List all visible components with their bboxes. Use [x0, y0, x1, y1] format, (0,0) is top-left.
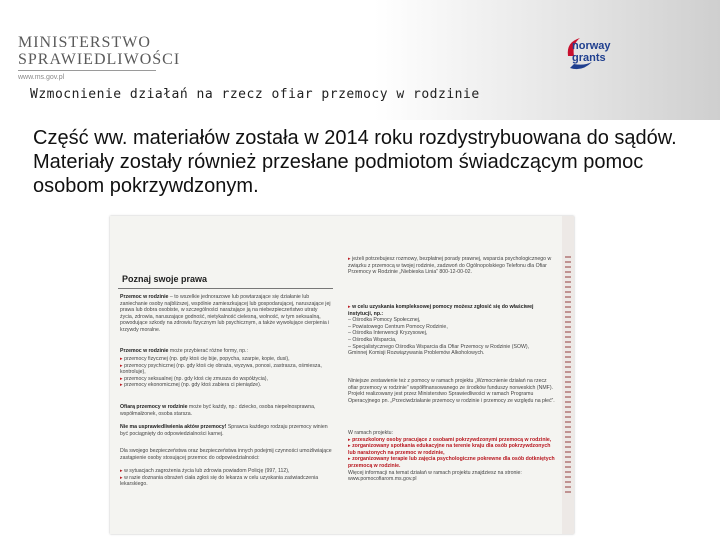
leaflet-left-heading-4: Nie ma usprawiedliwienia aktów przemocy! [120, 424, 227, 430]
leaflet-right-text-1: jeżeli potrzebujesz rozmowy, bezpłatnej porady prawnej, wsparcia psychologicznego w związku z przemocą w twojej rodzinie, zadzwoń do Ogólnopolskiego Telefonu dla Ofiar Przemocy w Rodzinie „Niebieska Linia” 800-12-00-02. [348, 256, 552, 276]
leaflet-right-block-1: ▸ jeżeli potrzebujesz rozmowy, bezpłatnej porady prawnej, wsparcia psychologicznego w związku z przemocą w twojej rodzinie, zadzwoń do Ogólnopolskiego Telefonu dla Ofiar Przemocy w Rodzinie „Niebieska Linia” 800-12-00-02. [348, 256, 552, 276]
leaflet-left-bullet-2: przemocy psychicznej (np. gdy ktoś cię obraża, wyzywa, ponosi, zastrasza, ośmiesza, kontroluje), [120, 362, 322, 376]
leaflet-left-bullet-6: w razie doznania obrażeń ciała zgłoś się do lekarza w celu uzyskania zaświadczenia lekarskiego. [120, 474, 319, 488]
norway-grants-logo [562, 34, 632, 74]
leaflet-title: Poznaj swoje prawa [122, 274, 208, 284]
leaflet-right-item-3: – Ośrodka Interwencji Kryzysowej, [348, 330, 428, 337]
logo-divider [18, 70, 156, 71]
leaflet-right-text-4: W ramach projektu: [348, 430, 393, 436]
page-subtitle: Wzmocnienie działań na rzecz ofiar przemocy w rodzinie [30, 87, 480, 102]
ministry-logo-line1: MINISTERSTWO [18, 34, 151, 51]
leaflet-left-bullets-2: ▸ w sytuacjach zagrożenia życia lub zdrowia powiadom Policję (997, 112), ▸ w razie doznania obrażeń ciała zgłoś się do lekarza w celu uzyskania zaświadczenia lekarskiego. [120, 468, 319, 488]
leaflet-left-text-2: może przybierać różne formy, np.: [169, 348, 248, 354]
leaflet-right-item-5: – Specjalistycznego Ośrodka Wsparcia dla Ofiar Przemocy w Rodzinie (SOW), [348, 343, 530, 350]
ministry-logo-line2: SPRAWIEDLIWOŚCI [18, 51, 181, 68]
leaflet-left-bullet-5: w sytuacjach zagrożenia życia lub zdrowia powiadom Policję (997, 112), [124, 468, 290, 474]
leaflet-left-bullets: ▸ przemocy fizycznej (np. gdy ktoś cię bije, popycha, szarpie, kopie, dusi), ▸ przemocy psychicznej (np. gdy ktoś cię obraża, wyzywa, ponosi, zastrasza, ośmiesza, kontroluje), ▸ przemocy seksualnej (np. gdy ktoś cię zmusza do współżycia), ▸ przemocy ekonomicznej (np. gdy ktoś zabiera ci pieniądze). [120, 356, 322, 389]
leaflet-left-block-3 [120, 404, 332, 417]
leaflet-left-text-1: – to wszelkie jednorazowe lub powtarzające się działanie lub zaniechanie osoby najbliższej, wspólnie zamieszkującej lub gospodarującej, naruszające jej prawa lub dobra osobiste, w szczególności narażające ją na niebezpieczeństwo utraty życia, zdrowia, naruszające godność, nietykalność cielesną, wolność, w tym seksualną, powodujące szkody na zdrowiu fizycznym lub psychicznym, a także wywołujące cierpienia i krzywdy moralne. [120, 294, 331, 333]
leaflet-right-bullet-2: zorganizowany spotkania edukacyjne na terenie kraju dla osób pokrzywdzonych lub narażonych na przemoc w rodzinie, [348, 443, 551, 456]
leaflet-right-column [342, 216, 574, 534]
leaflet-left-block-4 [120, 424, 332, 437]
ministry-logo [18, 34, 180, 81]
leaflet-right-text-5: Więcej informacji na temat działań w ramach projektu znajdziesz na stronie: www.pomocofiarom.ms.gov.pl [348, 469, 522, 483]
leaflet-left-heading-3: Ofiarą przemocy w rodzinie [120, 404, 188, 410]
leaflet-right-text-2: w celu uzyskania kompleksowej pomocy możesz zgłosić się do właściwej instytucji, np.: [348, 304, 534, 317]
norway-grants-line2: grants [572, 52, 606, 64]
leaflet-right-block-3 [348, 378, 558, 404]
leaflet-left-bullet-4: przemocy ekonomicznej (np. gdy ktoś zabiera ci pieniądze). [124, 382, 262, 389]
leaflet-right-item-2: – Powiatowego Centrum Pomocy Rodzinie, [348, 323, 448, 330]
leaflet-right-bullet-3: zorganizowany terapie lub zajęcia psychologiczne pokrewne dla osób dotkniętych przemocą w rodzinie. [348, 456, 555, 469]
leaflet-right-block-4: W ramach projektu: ▸ przeszkolony osoby pracujące z osobami pokrzywdzonymi przemocą w rodzinie, ▸ zorganizowany spotkania edukacyjne na terenie kraju dla osób pokrzywdzonych lub narażonych na przemoc w rodzinie, ▸ zorganizowany terapie lub zajęcia psychologiczne pokrewne dla osób dotkniętych przemocą w rodzinie. Więcej informacji na temat działań w ramach projektu znajdziesz na stronie: www.pomocofiarom.ms.gov.pl [348, 430, 558, 483]
ministry-url: www.ms.gov.pl [18, 74, 65, 81]
leaflet-right-bullet-1: przeszkolony osoby pracujące z osobami pokrzywdzonymi przemocą w rodzinie, [352, 436, 552, 443]
leaflet-left-column [110, 216, 342, 534]
leaflet-left-text-4: Sprawca każdego rodzaju przemocy winien być pociągnięty do odpowiedzialności karnej. [120, 424, 328, 437]
leaflet-right-item-4: – Ośrodka Wsparcia, [348, 336, 397, 343]
leaflet-side-text [565, 256, 571, 496]
leaflet-left-block-1 [120, 294, 332, 334]
intro-paragraph: Część ww. materiałów została w 2014 roku rozdystrybuowana do sądów. Materiały zostały również przesłane podmiotom świadczącym pomoc osobom pokrzywdzonym. [33, 127, 677, 197]
leaflet-right-item-6: Gminnej Komisji Rozwiązywania Problemów Alkoholowych. [348, 350, 485, 357]
leaflet-right-text-3: Niniejsze zestawienie też z pomocy w ramach projektu „Wzmocnienie działań na rzecz ofiar przemocy w rodzinie” współfinansowanego ze środków funduszy norweskich (NMF). Projekt realizowany jest przez Ministerstwo Sprawiedliwości w ramach Programu Operacyjnego pn. „Przeciwdziałanie przemocy w rodzinie i przemocy ze względu na płeć”. [348, 378, 555, 404]
leaflet-left-block-2 [120, 348, 332, 355]
leaflet-title-rule [118, 288, 333, 289]
leaflet-side-strip [562, 216, 574, 534]
leaflet-left-heading-1: Przemoc w rodzinie [120, 294, 169, 300]
leaflet-right-block-2: ▸ w celu uzyskania kompleksowej pomocy możesz zgłosić się do właściwej instytucji, np.: – Ośrodka Pomocy Społecznej, – Powiatowego Centrum Pomocy Rodzinie, – Ośrodka Interwencji Kryzysowej, – Ośrodka Wsparcia, – Specjalistycznego Ośrodka Wsparcia dla Ofiar Przemocy w Rodzinie (SOW), Gminnej Komisji Rozwiązywania Problemów Alkoholowych. [348, 304, 558, 357]
leaflet-image [110, 216, 574, 534]
leaflet-left-bullet-3: przemocy seksualnej (np. gdy ktoś cię zmusza do współżycia), [124, 375, 268, 382]
leaflet-left-bullet-1: przemocy fizycznej (np. gdy ktoś cię bije, popycha, szarpie, kopie, dusi), [124, 356, 290, 362]
leaflet-left-block-5 [120, 448, 332, 461]
leaflet-left-text-5: Dla swojego bezpieczeństwa oraz bezpieczeństwa innych podejmij czynności umożliwiające zastąpienie osoby stosującej przemoc do odpowiedzialności: [120, 448, 332, 461]
leaflet-left-text-3: może być każdy, np.: dziecko, osoba niepełnosprawna, współmałżonek, osoba starsza. [120, 404, 316, 417]
leaflet-left-heading-2: Przemoc w rodzinie [120, 348, 169, 354]
norway-grants-line1: norway [572, 40, 611, 52]
leaflet-right-item-1: – Ośrodka Pomocy Społecznej, [348, 317, 421, 324]
